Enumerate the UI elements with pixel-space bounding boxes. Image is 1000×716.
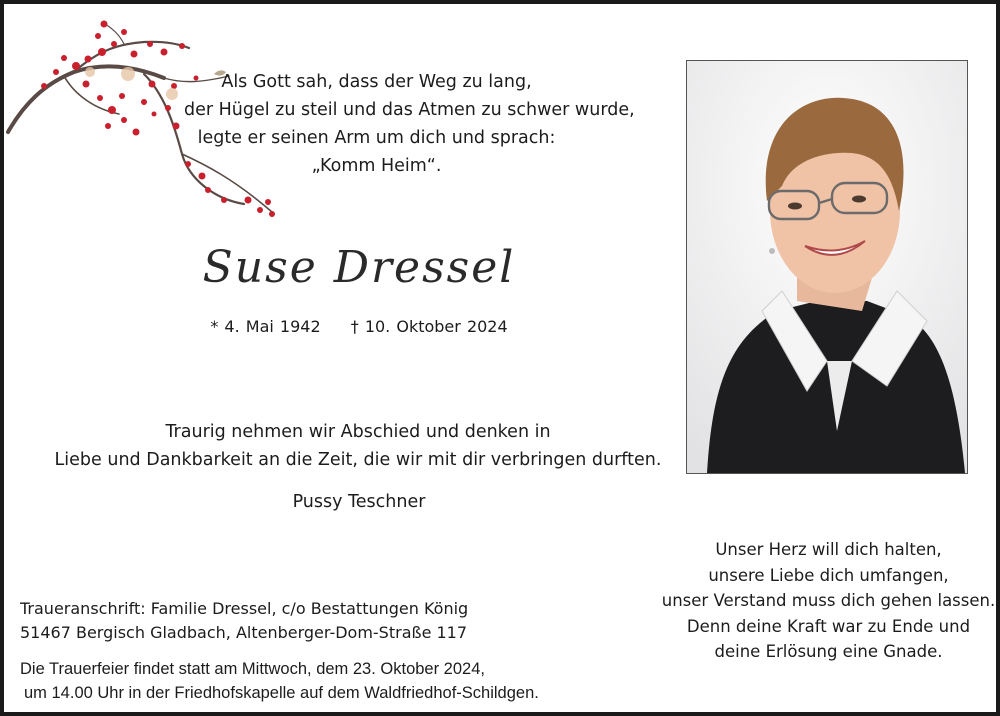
- ceremony-line: um 14.00 Uhr in der Friedhofskapelle auf dem Waldfriedhof-Schildgen.: [24, 684, 539, 702]
- consolation-verse: [656, 537, 1000, 665]
- deceased-name: Suse Dressel: [202, 242, 516, 293]
- signer-name: Pussy Teschner: [292, 492, 426, 512]
- poem-line: Als Gott sah, dass der Weg zu lang,: [221, 72, 532, 92]
- ceremony-info: [20, 657, 539, 705]
- verse-line: Unser Herz will dich halten,: [715, 540, 942, 559]
- poem-line: legte er seinen Arm um dich und sprach:: [197, 128, 556, 148]
- birth-date: * 4. Mai 1942: [210, 317, 321, 336]
- address-line: 51467 Bergisch Gladbach, Altenberger-Dom-Straße 117: [20, 623, 468, 642]
- life-dates: [174, 317, 544, 336]
- poem: [184, 68, 635, 180]
- verse-line: unsere Liebe dich umfangen,: [708, 565, 949, 585]
- poem-line: der Hügel zu steil und das Atmen zu schwer wurde,: [184, 100, 635, 120]
- death-date: † 10. Oktober 2024: [350, 317, 508, 336]
- address-line: Traueranschrift: Familie Dressel, c/o Bestattungen König: [20, 599, 469, 618]
- farewell-text: [28, 418, 688, 474]
- portrait-photo: [686, 60, 968, 474]
- mourning-address: [20, 597, 468, 645]
- farewell-line: Traurig nehmen wir Abschied und denken in: [165, 422, 551, 442]
- verse-line: Denn deine Kraft war zu Ende und: [686, 616, 971, 636]
- portrait-illustration: [687, 61, 967, 473]
- farewell-line: Liebe und Dankbarkeit an die Zeit, die wir mit dir verbringen durften.: [54, 450, 662, 470]
- ceremony-line: Die Trauerfeier findet statt am Mittwoch, dem 23. Oktober 2024,: [20, 660, 485, 678]
- verse-line: deine Erlösung eine Gnade.: [714, 642, 943, 661]
- verse-line: unser Verstand muss dich gehen lassen.: [661, 591, 996, 610]
- poem-line: „Komm Heim“.: [311, 156, 442, 176]
